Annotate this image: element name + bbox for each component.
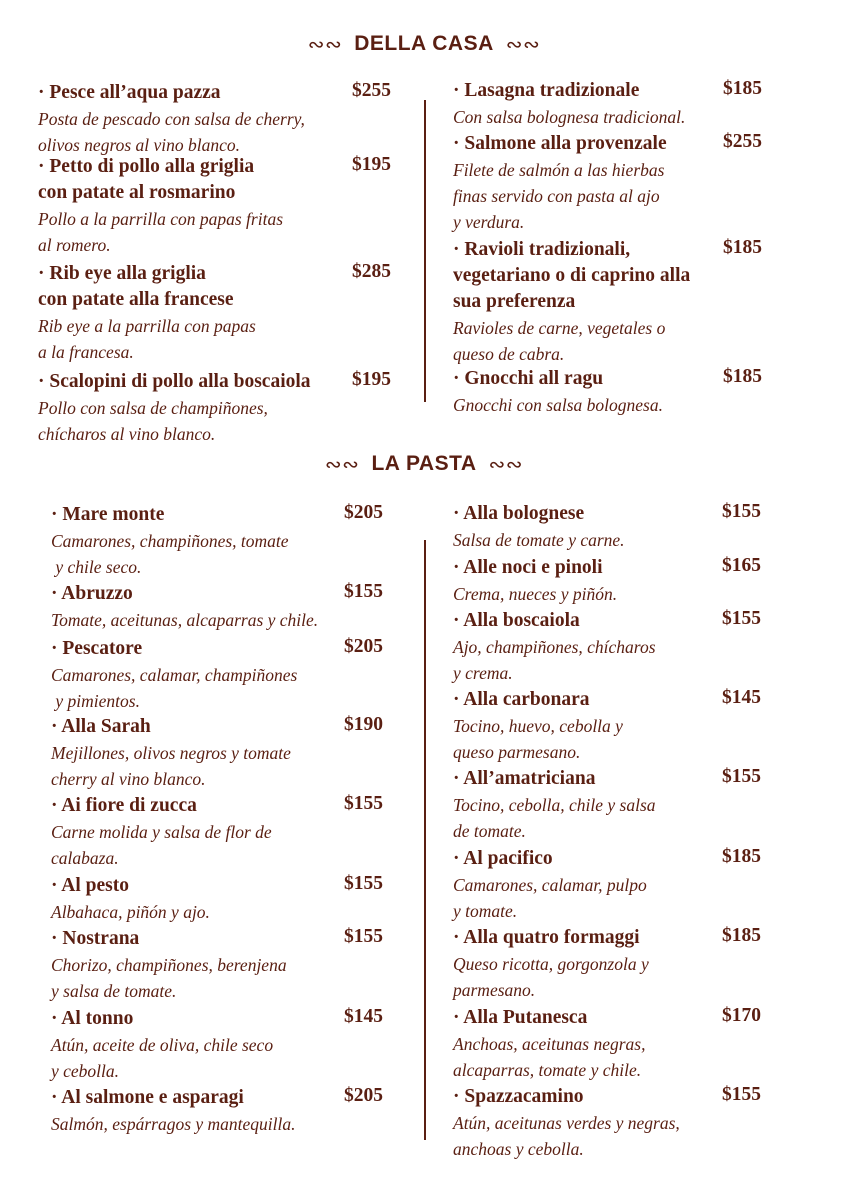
menu-item-price: $165 xyxy=(722,555,761,576)
menu-item-description: Posta de pescado con salsa de cherry, olivos negros al vino blanco. xyxy=(38,109,305,155)
menu-item-description: Camarones, calamar, pulpo y tomate. xyxy=(453,875,647,921)
menu-item-price: $155 xyxy=(722,1084,761,1105)
menu-item-price: $185 xyxy=(723,78,762,99)
menu-item-description: Salmón, espárragos y mantequilla. xyxy=(51,1114,296,1134)
menu-item-price: $205 xyxy=(344,636,383,657)
menu-item xyxy=(453,766,782,844)
menu-item-name: · Alla bolognese xyxy=(453,503,585,524)
menu-item-name: · Alla quatro formaggi xyxy=(453,927,640,948)
menu-item-price: $155 xyxy=(344,926,383,947)
menu-item xyxy=(453,237,783,367)
menu-item-description: Tomate, aceitunas, alcaparras y chile. xyxy=(51,610,319,630)
menu-item xyxy=(51,636,404,714)
menu-item-name: · Mare monte xyxy=(51,504,165,525)
menu-item-name: · Abruzzo xyxy=(51,583,133,604)
menu-item-description: Tocino, cebolla, chile y salsa de tomate. xyxy=(453,795,656,841)
menu-item xyxy=(38,369,412,447)
menu-item xyxy=(51,1085,404,1137)
menu-item-price: $155 xyxy=(722,766,761,787)
menu-item xyxy=(38,154,412,258)
menu-item xyxy=(453,78,783,130)
menu-item-description: Ravioles de carne, vegetales o queso de cabra. xyxy=(453,318,666,364)
menu-item-description: Anchoas, aceitunas negras, alcaparras, tomate y chile. xyxy=(453,1034,646,1080)
menu-item-name: · Alle noci e pinoli xyxy=(453,557,603,578)
menu-item-description: Atún, aceite de oliva, chile seco y cebolla. xyxy=(51,1035,274,1081)
menu-item-name: · Scalopini di pollo alla boscaiola xyxy=(38,371,311,392)
menu-item-description: Camarones, calamar, champiñones y pimientos. xyxy=(51,665,298,711)
menu-item-price: $185 xyxy=(722,846,761,867)
menu-item-price: $190 xyxy=(344,714,383,735)
menu-item xyxy=(51,793,404,871)
section-title-la-pasta xyxy=(0,452,848,476)
menu-item-price: $255 xyxy=(723,131,762,152)
menu-item-price: $170 xyxy=(722,1005,761,1026)
menu-item xyxy=(453,366,783,418)
section-title-text: DELLA CASA xyxy=(354,32,494,55)
menu-item-name: · All’amatriciana xyxy=(453,768,596,789)
menu-item xyxy=(51,1006,404,1084)
menu-item-description: Crema, nueces y piñón. xyxy=(453,584,618,604)
menu-item-name: · Petto di pollo alla griglia con patate al rosmarino xyxy=(38,156,255,203)
menu-item xyxy=(51,926,404,1004)
menu-item-description: Rib eye a la parrilla con papas a la francesa. xyxy=(38,316,256,362)
menu-item-price: $155 xyxy=(344,793,383,814)
menu-item-description: Gnocchi con salsa bolognesa. xyxy=(453,395,663,415)
menu-item-price: $155 xyxy=(344,581,383,602)
menu-item xyxy=(453,925,782,1003)
menu-item xyxy=(51,581,404,633)
menu-item-price: $285 xyxy=(352,261,391,282)
menu-item xyxy=(453,846,782,924)
menu-item xyxy=(51,873,404,925)
menu-item xyxy=(38,80,412,158)
menu-item-name: · Alla Sarah xyxy=(51,716,151,737)
menu-item-name: · Lasagna tradizionale xyxy=(453,80,640,101)
menu-item xyxy=(453,687,782,765)
menu-item-description: Mejillones, olivos negros y tomate cherry al vino blanco. xyxy=(51,743,291,789)
menu-item-description: Carne molida y salsa de flor de calabaza. xyxy=(51,822,272,868)
menu-item xyxy=(453,131,783,235)
menu-item-price: $185 xyxy=(723,237,762,258)
menu-item-price: $185 xyxy=(722,925,761,946)
menu-item-name: · Ravioli tradizionali, vegetariano o di caprino alla sua preferenza xyxy=(453,239,691,312)
menu-item-name: · Pesce all’aqua pazza xyxy=(38,82,221,103)
menu-item-price: $195 xyxy=(352,369,391,390)
menu-item-description: Filete de salmón a las hierbas finas servido con pasta al ajo y verdura. xyxy=(453,160,665,232)
menu-item-name: · Salmone alla provenzale xyxy=(453,133,667,154)
section-title-della-casa xyxy=(0,32,848,56)
menu-item-price: $205 xyxy=(344,502,383,523)
column-divider xyxy=(424,540,426,1140)
menu-item xyxy=(453,1005,782,1083)
menu-item xyxy=(51,714,404,792)
menu-item-description: Albahaca, piñón y ajo. xyxy=(51,902,210,922)
menu-item-price: $195 xyxy=(352,154,391,175)
right-flourish-icon: ∾∾ xyxy=(488,452,524,476)
menu-item-name: · Alla Putanesca xyxy=(453,1007,588,1028)
left-flourish-icon: ∾∾ xyxy=(324,452,360,476)
menu-item-price: $145 xyxy=(344,1006,383,1027)
menu-item xyxy=(453,1084,782,1162)
menu-item-price: $255 xyxy=(352,80,391,101)
menu-item xyxy=(38,261,412,365)
menu-item-name: · Alla carbonara xyxy=(453,689,590,710)
menu-item-name: · Spazzacamino xyxy=(453,1086,584,1107)
menu-item-description: Camarones, champiñones, tomate y chile seco. xyxy=(51,531,289,577)
menu-item-name: · Nostrana xyxy=(51,928,140,949)
menu-item-price: $155 xyxy=(722,608,761,629)
menu-item-name: · Al tonno xyxy=(51,1008,134,1029)
menu-item-description: Chorizo, champiñones, berenjena y salsa de tomate. xyxy=(51,955,287,1001)
menu-item xyxy=(51,502,404,580)
menu-item-name: · Al pesto xyxy=(51,875,130,896)
menu-item-price: $205 xyxy=(344,1085,383,1106)
menu-item-description: Queso ricotta, gorgonzola y parmesano. xyxy=(453,954,649,1000)
menu-item xyxy=(453,608,782,686)
menu-item-description: Salsa de tomate y carne. xyxy=(453,530,625,550)
left-flourish-icon: ∾∾ xyxy=(307,32,343,56)
menu-item-name: · Gnocchi all ragu xyxy=(453,368,604,389)
menu-item-name: · Pescatore xyxy=(51,638,143,659)
menu-item-description: Ajo, champiñones, chícharos y crema. xyxy=(453,637,656,683)
column-divider xyxy=(424,100,426,402)
section-title-text: LA PASTA xyxy=(371,452,477,475)
menu-item-name: · Al pacifico xyxy=(453,848,553,869)
right-flourish-icon: ∾∾ xyxy=(505,32,541,56)
menu-item xyxy=(453,555,782,607)
menu-item-description: Con salsa bolognesa tradicional. xyxy=(453,107,686,127)
menu-item xyxy=(453,501,782,553)
menu-item-price: $155 xyxy=(344,873,383,894)
menu-item-description: Pollo a la parrilla con papas fritas al romero. xyxy=(38,209,284,255)
menu-item-description: Pollo con salsa de champiñones, chícharos al vino blanco. xyxy=(38,398,268,444)
menu-item-description: Tocino, huevo, cebolla y queso parmesano. xyxy=(453,716,623,762)
menu-item-name: · Rib eye alla griglia con patate alla francese xyxy=(38,263,234,310)
menu-item-name: · Al salmone e asparagi xyxy=(51,1087,244,1108)
menu-item-price: $185 xyxy=(723,366,762,387)
menu-item-name: · Ai fiore di zucca xyxy=(51,795,197,816)
menu-item-price: $155 xyxy=(722,501,761,522)
menu-item-description: Atún, aceitunas verdes y negras, anchoas y cebolla. xyxy=(453,1113,680,1159)
menu-item-name: · Alla boscaiola xyxy=(453,610,580,631)
menu-item-price: $145 xyxy=(722,687,761,708)
